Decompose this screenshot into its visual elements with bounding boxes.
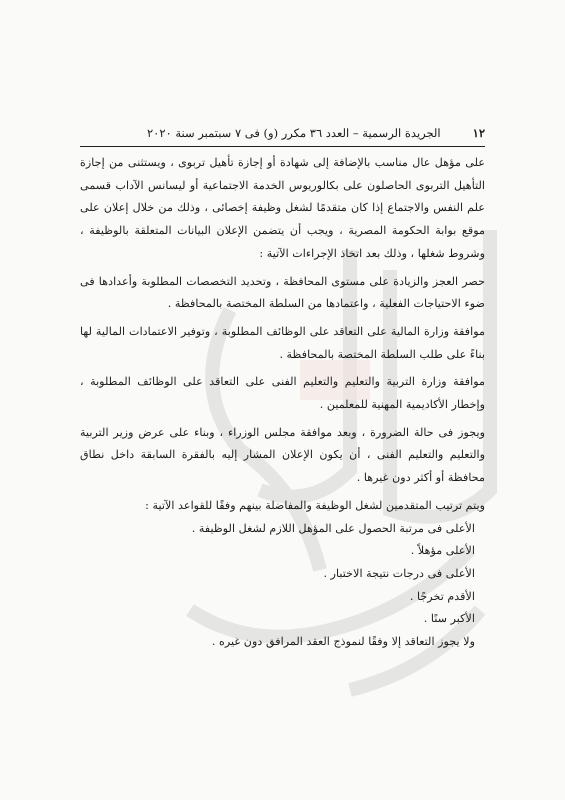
text-line: المختصة بالمحافظة . xyxy=(167,297,266,311)
criteria-item: الأكبر سنًا . xyxy=(423,612,475,626)
criteria-item: الأعلى فى درجات نتيجة الاختبار . xyxy=(323,566,475,580)
criteria-item: الأقدم تخرجًا . xyxy=(409,589,475,603)
page-number: ١٢ xyxy=(472,126,485,140)
text-line: أن يتضمن الإعلان البيانات المتعلقة بالوظيفة ، وشروط شغلها ، وذلك بعد xyxy=(80,224,485,260)
header-divider xyxy=(80,146,485,147)
text-line: موافقة وزارة المالية على التعاقد على الوظائف المطلوبة ، وتوفير xyxy=(177,324,485,338)
page-header xyxy=(80,126,485,140)
text-line: ويجوز فى حالة الضرورة ، وبعد موافقة مجلس الوزراء ، وبناء على xyxy=(164,425,485,439)
criteria-item: الأعلى مؤهلاً . xyxy=(410,544,475,558)
text-line: الاعتمادات المالية لها بناءً على طلب السلطة المختصة بالمحافظة . xyxy=(80,324,485,361)
text-line: إخصائى ، وذلك من خلال إعلان على موقع بوابة الحكومة المصرية ، ويجب xyxy=(80,201,485,238)
text-line: أو ليسانس الآداب قسمى علم النفس والاجتماع إذا كان متقدمًا لشغل وظيفة xyxy=(80,178,485,215)
paragraph-procedure-2 xyxy=(80,321,485,366)
gazette-title: الجريدة الرسمية – العدد ٣٦ مكرر (و) فى ٧ سبتمبر سنة ٢٠٢٠ xyxy=(146,126,441,140)
paragraph-procedure-1 xyxy=(80,271,485,316)
paragraph-ranking-intro xyxy=(80,495,485,518)
closing-sentence: ولا يجوز التعاقد إلا وفقًا لنموذج العقد المرافق دون غيره . xyxy=(211,635,475,649)
paragraph-exception xyxy=(80,422,485,490)
text-line: موافقة وزارة التربية والتعليم والتعليم الفنى على التعاقد على الوظائف xyxy=(130,375,485,389)
paragraph-procedure-3 xyxy=(80,371,485,416)
text-line: بالفقرة السابقة داخل نطاق محافظة أو أكثر دون غيرها . xyxy=(80,448,485,485)
text-line: ويتم ترتيب المتقدمين لشغل الوظيفة والمفاضلة بينهم وفقًا للقواعد الآتية : xyxy=(145,498,485,512)
text-line: عرض وزير التربية والتعليم والتعليم الفنى ، أن يكون الإعلان المشار إليه xyxy=(80,425,485,462)
paragraph-intro xyxy=(80,152,485,266)
document-body xyxy=(80,152,485,654)
text-line: اتخاذ الإجراءات الآتية : xyxy=(259,246,363,260)
text-line: على مؤهل عال مناسب بالإضافة إلى شهادة أو إجازة تأهيل تربوى ، ويستثنى xyxy=(123,156,486,169)
text-line: المطلوبة وأعدادها فى ضوء الاحتياجات الفعلية ، واعتمادها من السلطة xyxy=(80,274,485,311)
text-line: المطلوبة ، وإخطار الأكاديمية المهنية للمعلمين . xyxy=(80,375,485,412)
text-line: حصر العجز والزيادة على مستوى المحافظة ، وتحديد التخصصات xyxy=(182,274,485,288)
text-line: من إجازة التأهيل التربوى الحاصلون على بكالوريوس الخدمة الاجتماعية xyxy=(80,156,485,192)
criteria-item: الأعلى فى مرتبة الحصول على المؤهل اللازم لشغل الوظيفة . xyxy=(191,521,475,535)
